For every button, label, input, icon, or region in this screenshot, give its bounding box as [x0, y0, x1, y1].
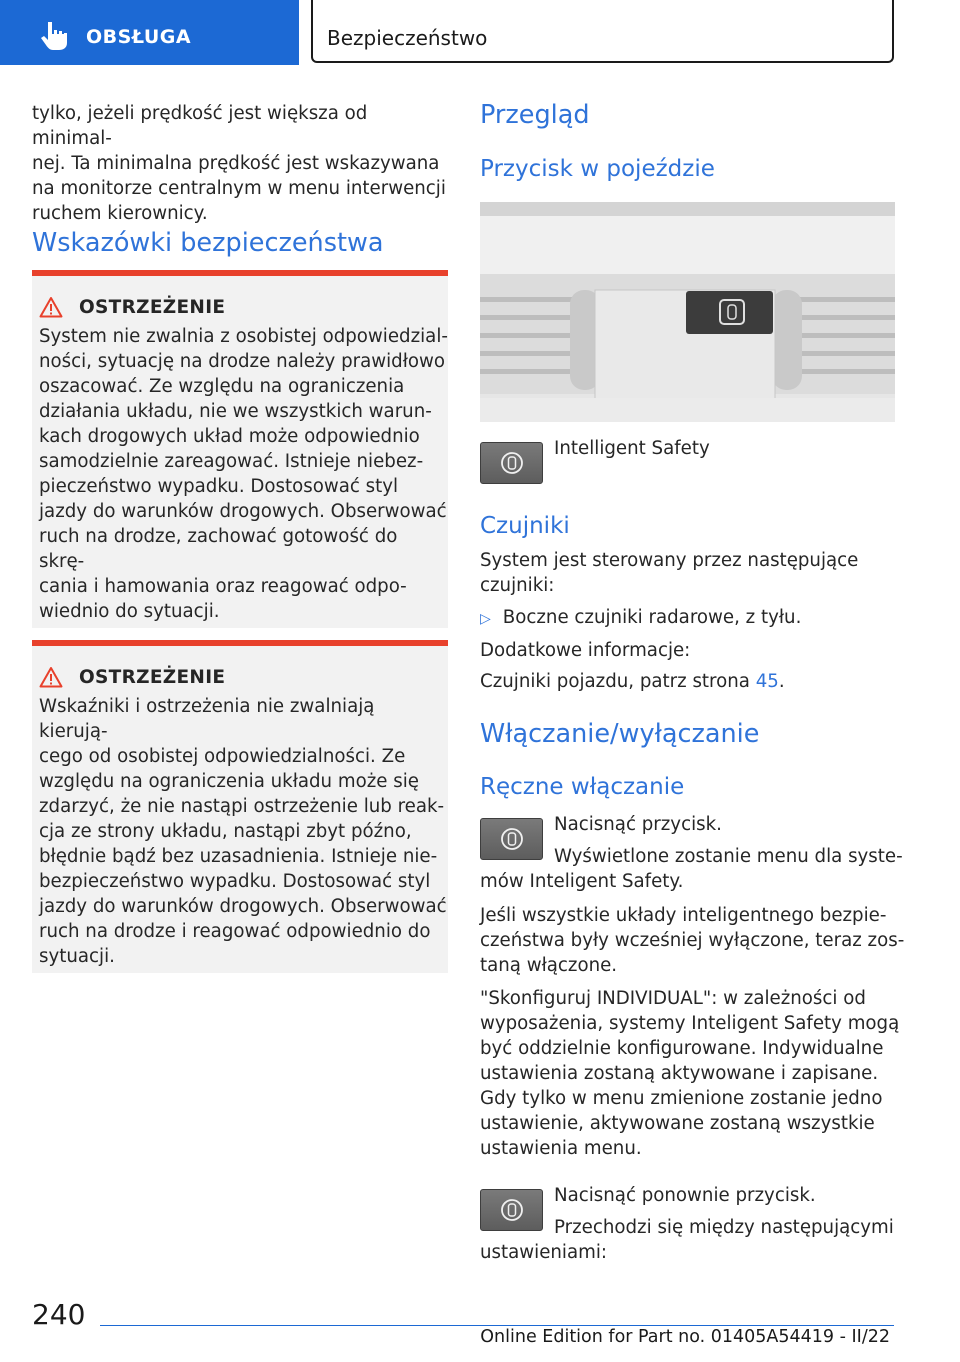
dashboard-button-photo	[480, 202, 895, 422]
safety-heading: Wskazówki bezpieczeństwa	[32, 228, 384, 258]
bullet-triangle-icon: ▷	[480, 611, 491, 627]
all-systems-paragraph: Jeśli wszystkie układy inteligentnego bezpie- czeństwa były wcześniej wyłączone, teraz zos- taną włączone.	[480, 905, 905, 976]
menu-shown-text: Wyświetlone zostanie menu dla syste-	[554, 846, 903, 867]
reference-end: .	[778, 671, 785, 692]
page-link[interactable]: 45	[755, 671, 779, 692]
intelligent-safety-icon	[500, 827, 524, 851]
intelligent-safety-button[interactable]	[480, 1189, 543, 1231]
warning-triangle-icon	[39, 666, 63, 688]
onoff-heading: Włączanie/wyłączanie	[480, 719, 760, 749]
sensors-paragraph: System jest sterowany przez następujące czujniki:	[480, 550, 859, 596]
cycles-text-cont: ustawieniami:	[480, 1242, 608, 1263]
button-heading: Przycisk w pojeździe	[480, 156, 715, 182]
hand-pointer-icon	[40, 20, 68, 50]
warning-triangle-icon	[39, 296, 63, 318]
warning-title: OSTRZEŻENIE	[79, 296, 226, 318]
warning-title: OSTRZEŻENIE	[79, 666, 226, 688]
intelligent-safety-button[interactable]	[480, 442, 543, 484]
press-button-text: Nacisnąć przycisk.	[554, 814, 722, 835]
button-caption: Intelligent Safety	[554, 438, 710, 459]
warning-box-2	[32, 640, 448, 973]
intelligent-safety-icon	[500, 451, 524, 475]
cycles-text: Przechodzi się między następującymi	[554, 1217, 894, 1238]
section-label: OBSŁUGA	[86, 26, 192, 48]
edition-text: Online Edition for Part no. 01405A54419 - II/22	[480, 1327, 890, 1347]
sensor-list-text: Boczne czujniki radarowe, z tyłu.	[502, 607, 802, 628]
intelligent-safety-button[interactable]	[480, 818, 543, 860]
extra-info-label: Dodatkowe informacje:	[480, 640, 691, 661]
page-number: 240	[32, 1298, 86, 1331]
press-again-text: Nacisnąć ponownie przycisk.	[554, 1185, 816, 1206]
manual-heading: Ręczne włączanie	[480, 774, 685, 800]
sensor-list-item	[480, 607, 801, 628]
menu-shown-text-cont: mów Inteligent Safety.	[480, 871, 684, 892]
warning-text: System nie zwalnia z osobistej odpowiedzial- ności, sytuację na drodze należy prawidłowo oszacować. Ze względu na ograniczenia działania układu, nie we wszystkich warun- kach drogowych układ może odpowiednio samodzielnie zareagować. Istnieje niebez- pieczeństwo wypadku. Dostosować styl jazdy do warunków drogowych. Obserwować ruch na drodze, zachować gotowość do skrę- cania i hamowania oraz reagować odpo- wiednio do sytuacji.	[39, 326, 448, 622]
overview-heading: Przegląd	[480, 100, 590, 130]
configure-paragraph: "Skonfiguruj INDIVIDUAL": w zależności od wyposażenia, systemy Inteligent Safety mogą być oddzielnie konfigurowane. Indywidualne ustawienia zostaną aktywowane i zapisane. Gdy tylko w menu zmienione zostanie jedno ustawienie, aktywowane zostaną wszystkie ustawienia menu.	[480, 988, 900, 1159]
reference-text: Czujniki pojazdu, patrz strona	[480, 671, 756, 692]
sensors-reference	[480, 671, 785, 692]
sensors-heading: Czujniki	[480, 513, 570, 539]
footer-divider	[100, 1325, 894, 1326]
intelligent-safety-icon	[500, 1198, 524, 1222]
warning-box-1	[32, 270, 448, 628]
warning-text: Wskaźniki i ostrzeżenia nie zwalniają kierują- cego od osobistej odpowiedzialności. Ze względu na ograniczenia układu może się zdarzyć, że nie nastąpi ostrzeżenie lub reak- cja ze strony układu, nastąpi zbyt późno, błędnie bądź bez uzasadnienia. Istnieje nie- bezpieczeństwo wypadku. Dostosować styl jazdy do warunków drogowych. Obserwować ruch na drodze i reagować odpowiednio do sytuacji.	[39, 696, 447, 967]
intro-paragraph: tylko, jeżeli prędkość jest większa od minimal- nej. Ta minimalna prędkość jest wskazywana na monitorze centralnym w menu interwencji ruchem kierownicy.	[32, 103, 446, 224]
chapter-title: Bezpieczeństwo	[327, 26, 488, 50]
